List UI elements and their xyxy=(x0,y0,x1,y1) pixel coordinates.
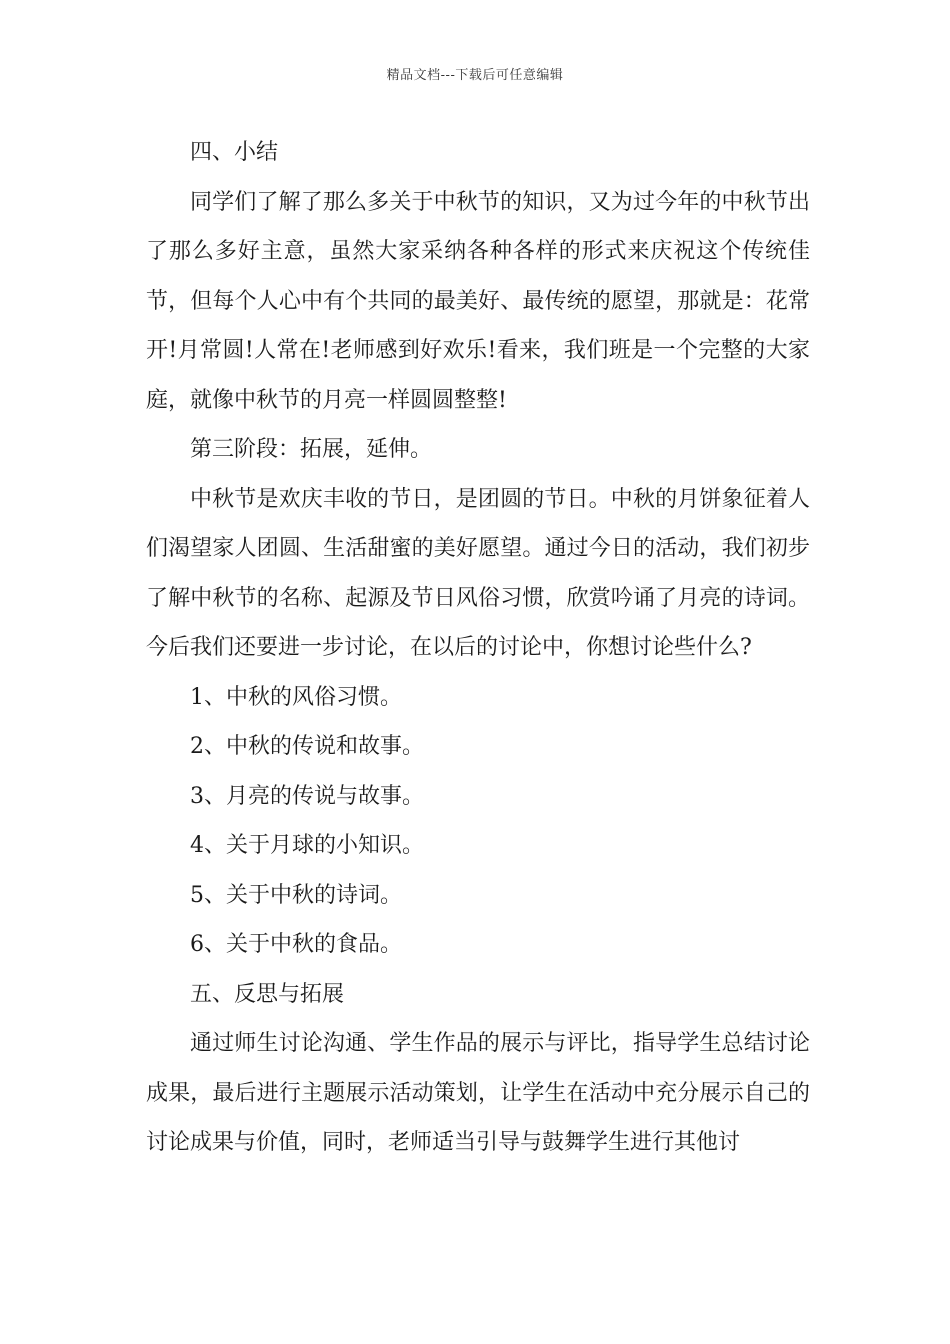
paragraph-stage-three-text: 中秋节是欢庆丰收的节日，是团圆的节日。中秋的月饼象征着人们渴望家人团圆、生活甜蜜的美好愿望。通过今日的活动，我们初步了解中秋节的名称、起源及节日风俗习惯，欣赏吟诵了月亮的诗词。今后我们还要进一步讨论，在以后的讨论中，你想讨论些什么? xyxy=(146,486,810,660)
paragraph-reflection-text: 通过师生讨论沟通、学生作品的展示与评比，指导学生总结讨论成果，最后进行主题展示活动策划，让学生在活动中充分展示自己的讨论成果与价值，同时，老师适当引导与鼓舞学生进行其他讨 xyxy=(146,1031,810,1155)
list-item: 6、关于中秋的食品。 xyxy=(190,932,402,957)
paragraph-summary-text: 同学们了解了那么多关于中秋节的知识，又为过今年的中秋节出了那么多好主意，虽然大家采纳各种各样的形式来庆祝这个传统佳节，但每个人心中有个共同的最美好、最传统的愿望，那就是：花常开!月常圆!人常在!老师感到好欢乐!看来，我们班是一个完整的大家庭，就像中秋节的月亮一样圆圆整整! xyxy=(146,189,810,413)
list-item: 2、中秋的传说和故事。 xyxy=(190,734,424,759)
list-item: 5、关于中秋的诗词。 xyxy=(190,882,402,908)
page-header: 精品文档---下载后可任意编辑 xyxy=(386,68,564,83)
list-item: 3、月亮的传说与故事。 xyxy=(190,783,424,809)
list-item: 4、关于月球的小知识。 xyxy=(190,833,424,858)
list-item: 1、中秋的风俗习惯。 xyxy=(190,684,402,710)
section-heading-reflection: 五、反思与拓展 xyxy=(190,981,345,1007)
document-body xyxy=(146,128,810,1168)
stage-three-heading: 第三阶段：拓展，延伸。 xyxy=(190,437,433,462)
section-heading-summary: 四、小结 xyxy=(190,140,279,165)
